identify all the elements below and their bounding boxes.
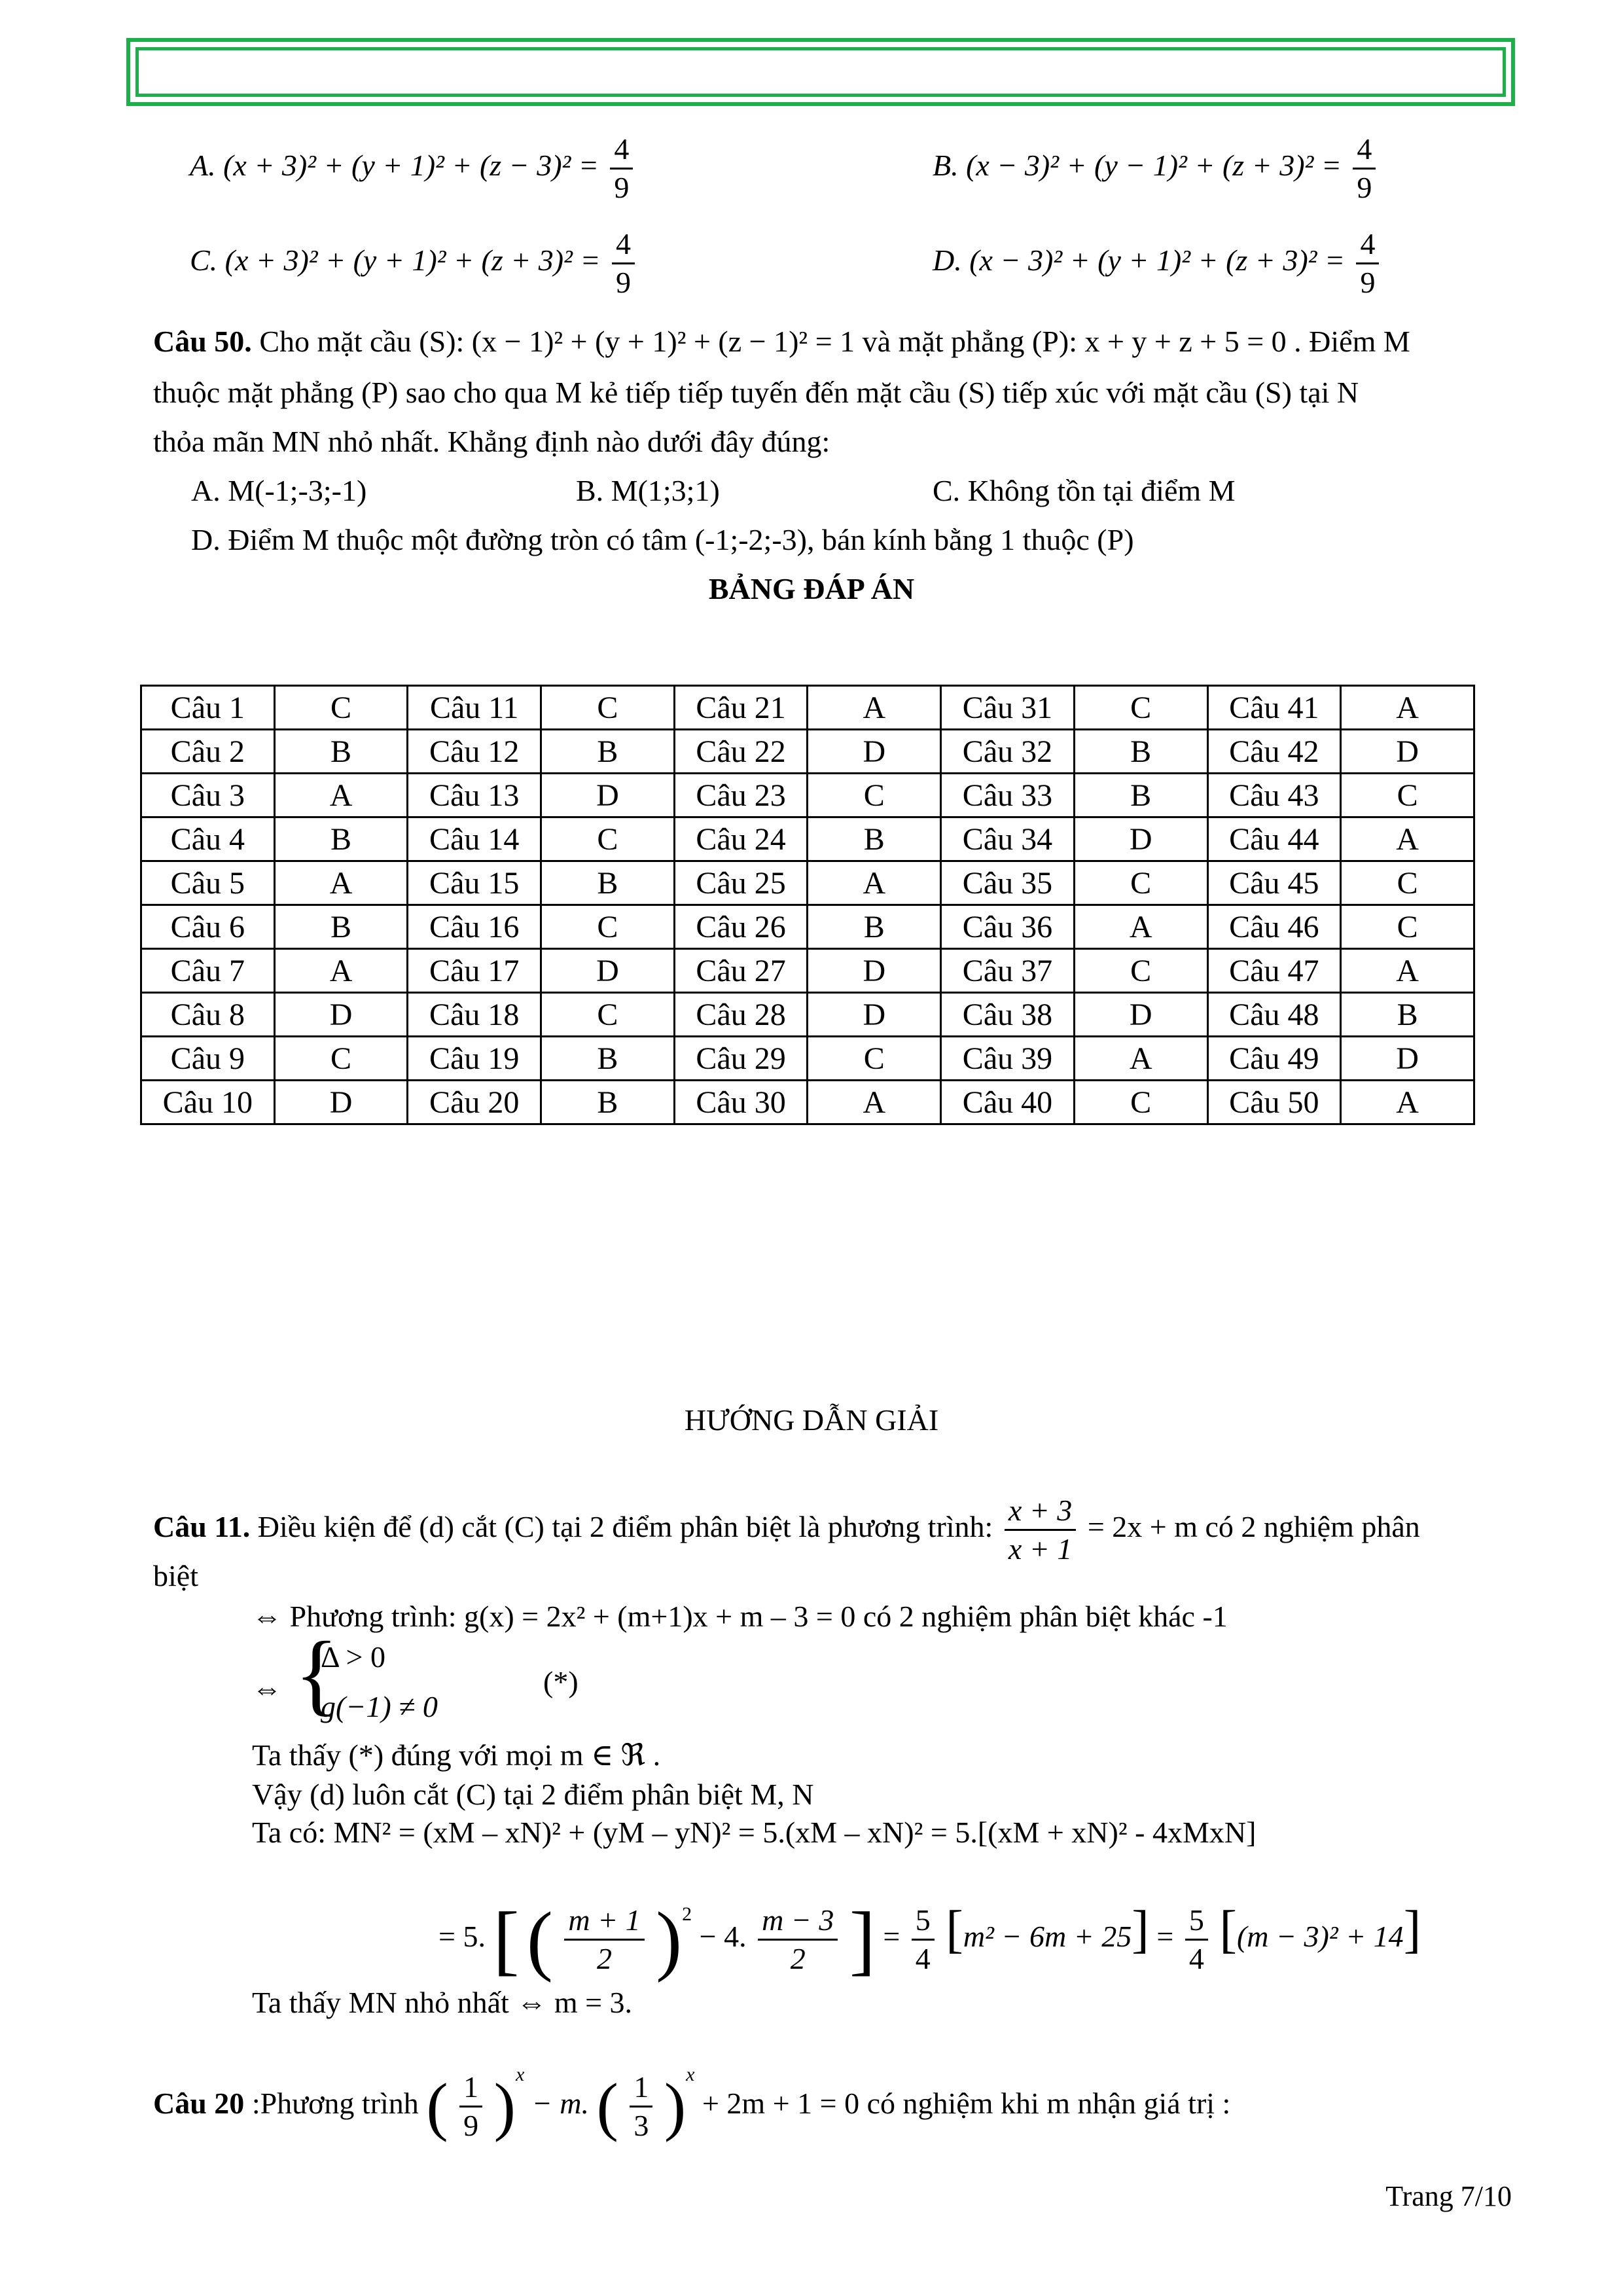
q11-text: Điều kiện để (d) cắt (C) tại 2 điểm phân biệt là phương trình: (257, 1510, 993, 1544)
question-cell: Câu 37 (941, 949, 1075, 993)
answer-cell: D (1074, 817, 1207, 861)
answer-cell: B (808, 905, 941, 949)
question-cell: Câu 12 (408, 730, 541, 774)
answer-cell: A (808, 686, 941, 730)
fraction-denominator: 9 (1357, 171, 1372, 204)
q20-fraction2 (630, 2069, 652, 2144)
question-cell: Câu 33 (941, 774, 1075, 817)
table-row (141, 686, 1474, 730)
q11-step5: Ta thấy MN nhỏ nhất ⇔ m = 3. (252, 1986, 633, 2019)
q50-text-line1: Cho mặt cầu (S): (x − 1)² + (y + 1)² + (z − 1)² = 1 và mặt phẳng (P): x + y + z + 5 = 0 . Điểm M (259, 325, 1410, 358)
question-cell: Câu 45 (1207, 861, 1341, 905)
system-line2: g(−1) ≠ 0 (321, 1690, 438, 1723)
answer-cell: A (1341, 1081, 1474, 1124)
answer-cell: A (274, 949, 408, 993)
question-cell: Câu 40 (941, 1081, 1075, 1124)
paren-close-icon: ) (656, 1895, 683, 1983)
answer-cell: D (1341, 730, 1474, 774)
answer-cell: C (1341, 905, 1474, 949)
expr-fraction1 (564, 1902, 644, 1977)
fraction-denominator: 9 (614, 171, 630, 204)
answer-cell: D (808, 949, 941, 993)
fraction-numerator: 5 (912, 1902, 935, 1941)
expr-bracket1: m² − 6m + 25 (963, 1920, 1132, 1953)
q11-continuation: biệt (153, 1559, 198, 1592)
table-row (141, 817, 1474, 861)
question-cell: Câu 32 (941, 730, 1075, 774)
question-cell: Câu 22 (674, 730, 808, 774)
question-cell: Câu 49 (1207, 1037, 1341, 1081)
answer-cell: D (1074, 993, 1207, 1037)
q20-exponent1: x (515, 2064, 525, 2085)
answer-cell: B (1341, 993, 1474, 1037)
answer-cell: A (808, 861, 941, 905)
system-line1: Δ > 0 (321, 1640, 385, 1674)
question-cell: Câu 44 (1207, 817, 1341, 861)
expr-eq: = 5. (438, 1920, 486, 1953)
fraction-numerator: m − 3 (758, 1902, 838, 1941)
paren-open-icon: ( (526, 1895, 553, 1983)
fraction-numerator: x + 3 (1005, 1492, 1076, 1531)
fraction-numerator: 4 (1356, 226, 1379, 264)
answer-cell: C (274, 686, 408, 730)
answer-cell: D (808, 993, 941, 1037)
q20-label: Câu 20 (153, 2087, 245, 2120)
question-cell: Câu 46 (1207, 905, 1341, 949)
option-a-fraction (610, 131, 633, 206)
answer-cell: D (541, 949, 675, 993)
q11-step4: Ta có: MN² = (xM – xN)² + (yM – yN)² = 5.(xM – xN)² = 5.[(xM + xN)² - 4xMxN] (252, 1816, 1257, 1849)
q50-line1 (153, 322, 1410, 361)
option-d (933, 226, 1383, 301)
paren-open-icon: ( (596, 2070, 618, 2143)
question-cell: Câu 10 (141, 1081, 275, 1124)
answer-cell: B (541, 1037, 675, 1081)
question-cell: Câu 17 (408, 949, 541, 993)
question-cell: Câu 24 (674, 817, 808, 861)
expr-fraction3 (912, 1902, 935, 1977)
answer-cell: C (541, 993, 675, 1037)
answer-cell: A (1341, 949, 1474, 993)
page-number: Trang 7/10 (1385, 2180, 1512, 2212)
question-cell: Câu 29 (674, 1037, 808, 1081)
question-cell: Câu 50 (1207, 1081, 1341, 1124)
expr-fraction4 (1185, 1902, 1208, 1977)
table-row (141, 993, 1474, 1037)
answer-cell: C (1074, 686, 1207, 730)
answer-cell: C (808, 774, 941, 817)
answer-cell: C (274, 1037, 408, 1081)
question-cell: Câu 20 (408, 1081, 541, 1124)
fraction-numerator: 5 (1185, 1902, 1208, 1941)
bracket-open-icon: [ (1219, 1901, 1237, 1958)
question-cell: Câu 48 (1207, 993, 1341, 1037)
answer-cell: A (1074, 1037, 1207, 1081)
q20-pre: :Phương trình (244, 2087, 419, 2120)
table-row (141, 774, 1474, 817)
system-tag: (*) (543, 1665, 579, 1698)
answer-cell: A (274, 861, 408, 905)
q11-rhs: = 2x + m có 2 nghiệm phân (1087, 1510, 1420, 1544)
question-cell: Câu 16 (408, 905, 541, 949)
question-cell: Câu 31 (941, 686, 1075, 730)
bracket-open-icon: [ (493, 1895, 520, 1983)
option-b-equation: B. (x − 3)² + (y − 1)² + (z + 3)² = (933, 149, 1342, 183)
answer-cell: C (1074, 861, 1207, 905)
answer-cell: D (541, 774, 675, 817)
option-d-equation: D. (x − 3)² + (y + 1)² + (z + 3)² = (933, 243, 1345, 278)
option-a-equation: A. (x + 3)² + (y + 1)² + (z − 3)² = (190, 149, 599, 183)
answer-cell: C (1074, 949, 1207, 993)
answer-cell: B (541, 730, 675, 774)
q11-line1 (153, 1492, 1420, 1568)
answer-cell: A (808, 1081, 941, 1124)
question-cell: Câu 13 (408, 774, 541, 817)
question-cell: Câu 38 (941, 993, 1075, 1037)
expr-bracket2: (m − 3)² + 14 (1236, 1920, 1404, 1953)
fraction-numerator: 1 (459, 2069, 482, 2108)
answer-cell: A (1341, 686, 1474, 730)
answer-cell: A (1341, 817, 1474, 861)
paren-open-icon: ( (426, 2070, 448, 2143)
paren-close-icon: ) (664, 2070, 687, 2143)
system-arrow: ⇔ (252, 1672, 282, 1705)
q11-fraction (1005, 1492, 1076, 1568)
question-cell: Câu 6 (141, 905, 275, 949)
table-row (141, 861, 1474, 905)
question-cell: Câu 14 (408, 817, 541, 861)
fraction-denominator: x + 1 (1008, 1532, 1073, 1566)
bracket-close-icon: ] (1403, 1901, 1421, 1958)
answer-cell: D (274, 993, 408, 1037)
answer-cell: D (274, 1081, 408, 1124)
fraction-numerator: 4 (612, 226, 635, 264)
fraction-numerator: 4 (610, 131, 633, 170)
q20-line (153, 2022, 1231, 2143)
question-cell: Câu 8 (141, 993, 275, 1037)
question-cell: Câu 2 (141, 730, 275, 774)
option-b (933, 131, 1380, 206)
q20-exponent2: x (686, 2064, 695, 2085)
q20-mid: − m. (531, 2087, 590, 2120)
answer-cell: A (274, 774, 408, 817)
question-cell: Câu 26 (674, 905, 808, 949)
answer-cell: B (808, 817, 941, 861)
question-cell: Câu 41 (1207, 686, 1341, 730)
question-cell: Câu 39 (941, 1037, 1075, 1081)
question-cell: Câu 47 (1207, 949, 1341, 993)
q11-label: Câu 11. (153, 1510, 251, 1544)
q20-fraction1 (459, 2069, 482, 2144)
question-cell: Câu 3 (141, 774, 275, 817)
answer-key-table (140, 685, 1475, 1125)
table-row (141, 1081, 1474, 1124)
fraction-denominator: 4 (1188, 1941, 1204, 1975)
q50-option-a: A. M(-1;-3;-1) (191, 474, 367, 507)
q11-step1: ⇔ Phương trình: g(x) = 2x² + (m+1)x + m – 3 = 0 có 2 nghiệm phân biệt khác -1 (252, 1600, 1228, 1633)
answer-cell: D (808, 730, 941, 774)
answer-cell: A (1074, 905, 1207, 949)
answer-cell: D (1341, 1037, 1474, 1081)
left-brace-icon: { (294, 1623, 339, 1725)
question-cell: Câu 28 (674, 993, 808, 1037)
fraction-denominator: 9 (615, 266, 631, 299)
answer-cell: B (1074, 730, 1207, 774)
question-cell: Câu 5 (141, 861, 275, 905)
question-cell: Câu 18 (408, 993, 541, 1037)
option-a (190, 131, 637, 206)
question-cell: Câu 35 (941, 861, 1075, 905)
question-cell: Câu 27 (674, 949, 808, 993)
question-cell: Câu 1 (141, 686, 275, 730)
bracket-close-icon: ] (849, 1895, 876, 1983)
answer-cell: B (274, 817, 408, 861)
q50-line2: thuộc mặt phẳng (P) sao cho qua M kẻ tiếp tiếp tuyến đến mặt cầu (S) tiếp xúc với mặt cầu (S) tại N (153, 376, 1359, 409)
table-row (141, 730, 1474, 774)
option-c (190, 226, 639, 301)
q11-expression (438, 1859, 1421, 1983)
question-cell: Câu 36 (941, 905, 1075, 949)
answer-cell: B (541, 1081, 675, 1124)
question-cell: Câu 15 (408, 861, 541, 905)
answer-cell: C (808, 1037, 941, 1081)
question-cell: Câu 4 (141, 817, 275, 861)
answer-cell: B (1074, 774, 1207, 817)
question-cell: Câu 11 (408, 686, 541, 730)
header-frame-inner (135, 47, 1506, 97)
table-row (141, 905, 1474, 949)
table-row (141, 949, 1474, 993)
question-cell: Câu 7 (141, 949, 275, 993)
q50-option-d: D. Điểm M thuộc một đường tròn có tâm (-1;-2;-3), bán kính bằng 1 thuộc (P) (191, 523, 1134, 556)
option-b-fraction (1353, 131, 1376, 206)
q50-option-b: B. M(1;3;1) (576, 474, 720, 507)
fraction-denominator: 9 (463, 2108, 479, 2142)
answer-cell: C (541, 905, 675, 949)
answer-cell: C (1341, 774, 1474, 817)
answer-cell: B (541, 861, 675, 905)
expr-fraction2 (758, 1902, 838, 1977)
solutions-title: HƯỚNG DẪN GIẢI (684, 1403, 939, 1437)
question-cell: Câu 19 (408, 1037, 541, 1081)
question-cell: Câu 23 (674, 774, 808, 817)
answer-cell: C (1074, 1081, 1207, 1124)
fraction-denominator: 4 (915, 1941, 931, 1975)
q50-label: Câu 50. (153, 325, 252, 358)
question-cell: Câu 34 (941, 817, 1075, 861)
question-cell: Câu 43 (1207, 774, 1341, 817)
q11-step2: Ta thấy (*) đúng với mọi m ∈ ℜ . (252, 1738, 661, 1772)
bracket-open-icon: [ (946, 1901, 963, 1958)
question-cell: Câu 9 (141, 1037, 275, 1081)
paren-close-icon: ) (493, 2070, 516, 2143)
expr-eq3: = (1156, 1920, 1174, 1953)
fraction-numerator: m + 1 (564, 1902, 644, 1941)
fraction-denominator: 2 (597, 1941, 613, 1975)
question-cell: Câu 42 (1207, 730, 1341, 774)
fraction-numerator: 4 (1353, 131, 1376, 170)
fraction-numerator: 1 (630, 2069, 652, 2108)
answer-cell: B (274, 905, 408, 949)
q11-step3: Vậy (d) luôn cắt (C) tại 2 điểm phân biệt M, N (252, 1778, 814, 1811)
expr-mid: − 4. (699, 1920, 747, 1953)
option-d-fraction (1356, 226, 1379, 301)
question-cell: Câu 25 (674, 861, 808, 905)
answer-cell: C (541, 817, 675, 861)
fraction-denominator: 9 (1360, 266, 1376, 299)
q20-post: + 2m + 1 = 0 có nghiệm khi m nhận giá trị : (702, 2087, 1231, 2120)
answer-cell: C (541, 686, 675, 730)
fraction-denominator: 2 (790, 1941, 806, 1975)
q50-line3: thỏa mãn MN nhỏ nhất. Khẳng định nào dưới đây đúng: (153, 425, 830, 458)
question-cell: Câu 21 (674, 686, 808, 730)
answer-cell: C (1341, 861, 1474, 905)
fraction-denominator: 3 (633, 2108, 649, 2142)
bracket-close-icon: ] (1132, 1901, 1149, 1958)
option-c-equation: C. (x + 3)² + (y + 1)² + (z + 3)² = (190, 243, 601, 278)
q50-option-c: C. Không tồn tại điểm M (933, 474, 1236, 507)
expr-eq2: = (883, 1920, 901, 1953)
answer-cell: B (274, 730, 408, 774)
question-cell: Câu 30 (674, 1081, 808, 1124)
option-c-fraction (612, 226, 635, 301)
table-row (141, 1037, 1474, 1081)
answer-key-title: BẢNG ĐÁP ÁN (708, 572, 915, 605)
expr-square: 2 (682, 1903, 692, 1925)
